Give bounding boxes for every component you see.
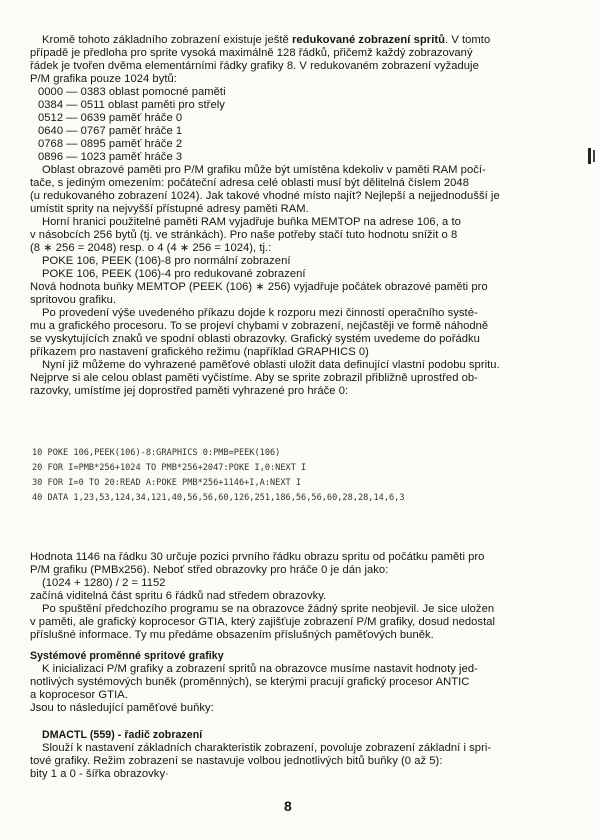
text-line: razovky, umístíme jej doprostřed paměti vyhrazené pro hráče 0: [30, 385, 349, 397]
text-line: Nová hodnota buňky MEMTOP (PEEK (106) ∗ 256) vyjadřuje počátek obrazové paměti pro [30, 281, 488, 293]
text-line: Hodnota 1146 na řádku 30 určuje pozici prvního řádku obrazu spritu od počátku paměti pro [30, 551, 485, 563]
text-line: notlivých systémových buněk (proměnných), se kterými pracují grafický procesor ANTIC [30, 676, 470, 688]
text-line: v paměti, ale grafický koprocesor GTIA, který zajišťuje zobrazení P/M grafiky, dosud nedostal [30, 616, 496, 628]
code-line: 30 FOR I=0 TO 20:READ A:POKE PMB*256+1146+I,A:NEXT I [32, 478, 302, 488]
text-line: tače, s jediným omezením: počáteční adresa celé oblasti musí být dělitelná číslem 2048 [30, 177, 469, 189]
section-heading: Systémové proměnné spritové grafiky [30, 650, 224, 662]
text-line: P/M grafika pouze 1024 bytů: [30, 73, 177, 85]
code-line: 40 DATA 1,23,53,124,34,121,40,56,56,60,126,251,186,56,56,60,28,28,14,6,3 [32, 493, 405, 503]
edge-mark [588, 148, 591, 164]
text-line: Nyní již můžeme do vyhrazené paměťové oblasti uložit data definující vlastní podobu spritu. [42, 359, 500, 371]
text-line: tové grafiky. Režim zobrazení se nastavuje volbou jednotlivých bitů buňky (0 až 5): [30, 755, 443, 767]
memory-map-line: 0640 — 0767 paměť hráče 1 [38, 125, 183, 137]
text-line: řádek je tvořen dvěma elementárními řádky grafiky 8. V redukovaném zobrazení vyžaduje [30, 60, 479, 72]
formula-line: (1024 + 1280) / 2 = 1152 [42, 577, 166, 589]
text-line: spritovou grafiku. [30, 294, 117, 306]
text-line: Po provedení výše uvedeného příkazu dojde k rozporu mezi činností operačního systé- [42, 307, 478, 319]
memory-map-line: 0768 — 0895 paměť hráče 2 [38, 138, 183, 150]
text-line: a koprocesor GTIA. [30, 689, 128, 701]
text-line: (u redukovaného zobrazení 1024). Jak takové vhodné místo najít? Nejlepší a nejjednodušší je [30, 190, 500, 202]
text-line: Kromě tohoto základního zobrazení existuje ještě redukované zobrazení spritů. V tomto [42, 34, 491, 46]
code-line: 20 FOR I=PMB*256+1024 TO PMB*256+2047:POKE I,0:NEXT I [32, 463, 307, 473]
memory-map-line: 0000 — 0383 oblast pomocné paměti [38, 86, 226, 98]
memory-map-line: 0512 — 0639 paměť hráče 0 [38, 112, 183, 124]
text-line: Jsou to následující paměťové buňky: [30, 702, 214, 714]
text-line: případě je předloha pro sprite vysoká maximálně 128 řádků, přičemž každý zobrazovaný [30, 47, 473, 59]
text-line: se vyskytujících znaků ve spodní oblasti obrazovky. Grafický systém uvedeme do pořádku [30, 333, 480, 345]
text-line: mu a grafického procesoru. To se projeví chybami v zobrazení, nejčastěji ve formě náhodně [30, 320, 489, 332]
memory-map-line: 0896 — 1023 paměť hráče 3 [38, 151, 183, 163]
text-line: příslušné informace. Ty mu předáme obsazením příslušných paměťových buněk. [30, 629, 434, 641]
text-line: začíná viditelná část spritu 6 řádků nad středem obrazovky. [30, 590, 327, 602]
code-inline-line: POKE 106, PEEK (106)-4 pro redukované zobrazení [42, 268, 306, 280]
text-line: Oblast obrazové paměti pro P/M grafiku může být umístěna kdekoliv v paměti RAM počí- [42, 164, 486, 176]
memory-map-line: 0384 — 0511 oblast paměti pro střely [38, 99, 225, 111]
text-line: bity 1 a 0 - šířka obrazovky· [30, 768, 169, 780]
text-line: Nejprve si ale celou oblast paměti vyčistíme. Aby se sprite zobrazil přibližně uprostřed ob- [30, 372, 478, 384]
text-line: Horní hranici použitelné paměti RAM vyjadřuje buňka MEMTOP na adrese 106, a to [42, 216, 461, 228]
text-line: (8 ∗ 256 = 2048) resp. o 4 (4 ∗ 256 = 1024), tj.: [30, 242, 272, 254]
text-line: umístit sprity na nejvyšší přístupné adresy paměti RAM. [30, 203, 309, 215]
sub-heading: DMACTL (559) - řadič zobrazení [42, 729, 203, 741]
text-line: Slouží k nastavení základních charakteristik zobrazení, povoluje zobrazení základní i spri- [42, 742, 492, 754]
text-line: P/M grafiku (PMBx256). Neboť střed obrazovky pro hráče 0 je dán jako: [30, 564, 389, 576]
text-line: Po spuštění předchozího programu se na obrazovce žádný sprite neobjevil. Je sice uložen [42, 603, 495, 615]
code-inline-line: POKE 106, PEEK (106)-8 pro normální zobrazení [42, 255, 291, 267]
text-line: příkazem pro nastavení grafického režimu (například GRAPHICS 0) [30, 346, 369, 358]
text-line: K inicializaci P/M grafiky a zobrazení spritů na obrazovce musíme nastavit hodnoty jed- [42, 663, 478, 675]
edge-mark [593, 150, 595, 162]
text-line: v násobcích 256 bytů (tj. ve stránkách). Pro naše potřeby stačí tuto hodnotu snížit o 8 [30, 229, 458, 241]
page-number: 8 [284, 798, 292, 814]
code-line: 10 POKE 106,PEEK(106)-8:GRAPHICS 0:PMB=PEEK(106) [32, 448, 281, 458]
bold-term: redukované zobrazení spritů [291, 34, 446, 46]
